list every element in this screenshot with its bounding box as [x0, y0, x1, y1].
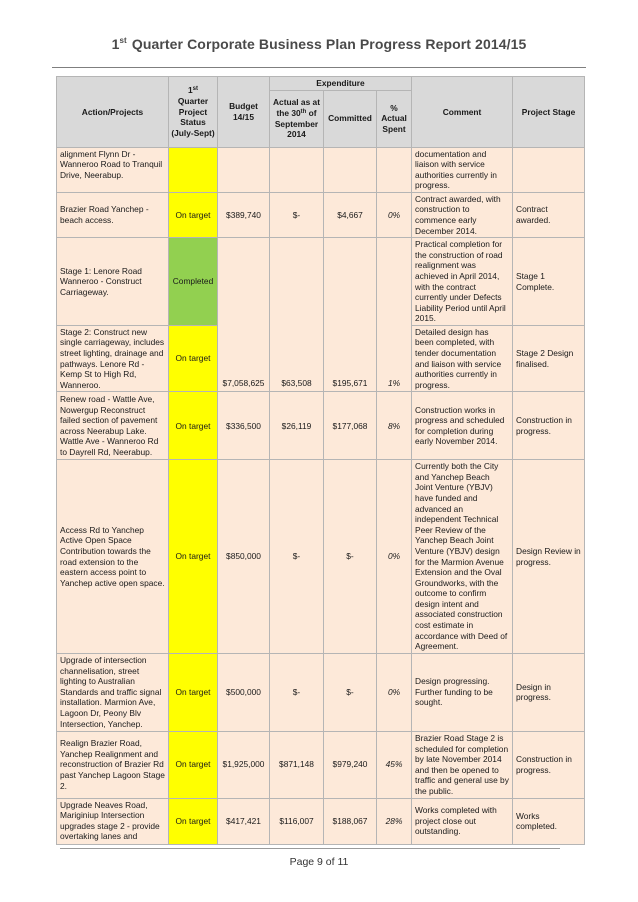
comment-cell: Construction works in progress and scheduled for completion during early November 2014.: [412, 392, 513, 460]
actual-cell: [270, 147, 324, 192]
committed-cell: $195,671: [324, 238, 377, 392]
table-row: [57, 731, 585, 798]
comment-cell: Brazier Road Stage 2 is scheduled for completion by late November 2014 and then be opened to traffic and general use by the public.: [412, 731, 513, 798]
committed-cell: $188,067: [324, 798, 377, 844]
header-budget: Budget 14/15: [218, 77, 270, 148]
action-cell: Brazier Road Yanchep - beach access.: [57, 192, 169, 237]
comment-cell: Contract awarded, with construction to commence early December 2014.: [412, 192, 513, 237]
pct-cell: 0%: [377, 192, 412, 237]
action-cell: Access Rd to Yanchep Active Open Space Contribution towards the road extension to the eastern access point to Yanchep active open space.: [57, 460, 169, 653]
header-actual: Actual as at the 30th of September 2014: [270, 90, 324, 147]
committed-cell: $4,667: [324, 192, 377, 237]
actual-cell: $871,148: [270, 731, 324, 798]
budget-cell: $417,421: [218, 798, 270, 844]
header-expenditure: Expenditure: [270, 77, 412, 91]
table-row: [57, 192, 585, 237]
stage-cell: [513, 147, 585, 192]
footer-rule: [60, 848, 560, 849]
status-cell: On target: [169, 460, 218, 653]
stage-cell: Construction in progress.: [513, 392, 585, 460]
pct-cell: 0%: [377, 653, 412, 731]
header-status: 1st Quarter Project Status (July-Sept): [169, 77, 218, 148]
status-cell: On target: [169, 798, 218, 844]
title-sup: st: [119, 36, 127, 45]
header-comment: Comment: [412, 77, 513, 148]
budget-cell: $389,740: [218, 192, 270, 237]
status-cell: On target: [169, 392, 218, 460]
progress-table-container: [56, 76, 584, 845]
comment-cell: Works completed with project close out outstanding.: [412, 798, 513, 844]
budget-cell: $500,000: [218, 653, 270, 731]
table-row: [57, 392, 585, 460]
budget-cell: $1,925,000: [218, 731, 270, 798]
comment-cell: Currently both the City and Yanchep Beach Joint Venture (YBJV) have funded and advanced an independent Technical Peer Review of the Yanchep Beach Joint Venture (YBJV) design for the Marmion Avenue Extension and the Oval Groundworks, with the outcome to confirm design intent and associated construction cost estimate in accordance with Deed of Agreement.: [412, 460, 513, 653]
comment-cell: Detailed design has been completed, with tender documentation and liaison with service authorities currently in progress.: [412, 325, 513, 391]
actual-cell: $26,119: [270, 392, 324, 460]
comment-cell: Practical completion for the construction of road realignment was achieved in April 2014, with the contract currently under Defects Liability Period until April 2015.: [412, 238, 513, 326]
status-cell: On target: [169, 192, 218, 237]
committed-cell: $-: [324, 460, 377, 653]
status-cell: Completed: [169, 238, 218, 326]
action-cell: Realign Brazier Road, Yanchep Realignment and reconstruction of Brazier Rd past Yanchep Lagoon Stage 2.: [57, 731, 169, 798]
table-row: [57, 460, 585, 653]
title-prefix: 1: [111, 36, 120, 52]
budget-cell: $336,500: [218, 392, 270, 460]
stage-cell: Stage 2 Design finalised.: [513, 325, 585, 391]
table-row: [57, 653, 585, 731]
header-pct: % Actual Spent: [377, 90, 412, 147]
pct-cell: 28%: [377, 798, 412, 844]
pct-cell: [377, 147, 412, 192]
status-cell: On target: [169, 731, 218, 798]
status-cell: On target: [169, 325, 218, 391]
pct-cell: 1%: [377, 238, 412, 392]
committed-cell: $979,240: [324, 731, 377, 798]
budget-cell: [218, 147, 270, 192]
stage-cell: Works completed.: [513, 798, 585, 844]
actual-cell: $-: [270, 653, 324, 731]
committed-cell: $-: [324, 653, 377, 731]
progress-table: [56, 76, 585, 845]
stage-cell: Contract awarded.: [513, 192, 585, 237]
action-cell: Upgrade Neaves Road, Mariginiup Intersection upgrades stage 2 - provide overtaking lanes and: [57, 798, 169, 844]
stage-cell: Stage 1 Complete.: [513, 238, 585, 326]
pct-cell: 0%: [377, 460, 412, 653]
header-action: Action/Projects: [57, 77, 169, 148]
page-title: [0, 36, 638, 52]
comment-cell: Design progressing. Further funding to be sought.: [412, 653, 513, 731]
action-cell: alignment Flynn Dr - Wanneroo Road to Tranquil Drive, Neerabup.: [57, 147, 169, 192]
actual-cell: $63,508: [270, 238, 324, 392]
stage-cell: Design Review in progress.: [513, 460, 585, 653]
action-cell: Stage 1: Lenore Road Wanneroo - Construct Carriageway.: [57, 238, 169, 326]
header-stage: Project Stage: [513, 77, 585, 148]
actual-cell: $116,007: [270, 798, 324, 844]
table-row: [57, 798, 585, 844]
pct-cell: 8%: [377, 392, 412, 460]
committed-cell: [324, 147, 377, 192]
table-row: [57, 147, 585, 192]
table-row: [57, 238, 585, 326]
header-committed: Committed: [324, 90, 377, 147]
action-cell: Upgrade of intersection channelisation, street lighting to Australian Standards and traffic signal installation. Marmion Ave, Lagoon Dr, Peony Blv Intersection, Yanchep.: [57, 653, 169, 731]
comment-cell: documentation and liaison with service authorities currently in progress.: [412, 147, 513, 192]
page-number: Page 9 of 11: [289, 856, 349, 868]
stage-cell: Design in progress.: [513, 653, 585, 731]
committed-cell: $177,068: [324, 392, 377, 460]
stage-cell: Construction in progress.: [513, 731, 585, 798]
status-cell: On target: [169, 653, 218, 731]
action-cell: Stage 2: Construct new single carriageway, includes street lighting, drainage and pathways. Lenore Rd - Kemp St to High Rd, Wanneroo.: [57, 325, 169, 391]
actual-cell: $-: [270, 460, 324, 653]
action-cell: Renew road - Wattle Ave, Nowergup Reconstruct failed section of pavement across Neerabup Lake. Wattle Ave - Wanneroo Rd to Dayrell Rd, Neerabup.: [57, 392, 169, 460]
pct-cell: 45%: [377, 731, 412, 798]
status-cell: [169, 147, 218, 192]
header-rule: [52, 67, 586, 68]
actual-cell: $-: [270, 192, 324, 237]
budget-cell: $7,058,625: [218, 238, 270, 392]
title-main: Quarter Corporate Business Plan Progress Report 2014/15: [131, 36, 527, 52]
budget-cell: $850,000: [218, 460, 270, 653]
